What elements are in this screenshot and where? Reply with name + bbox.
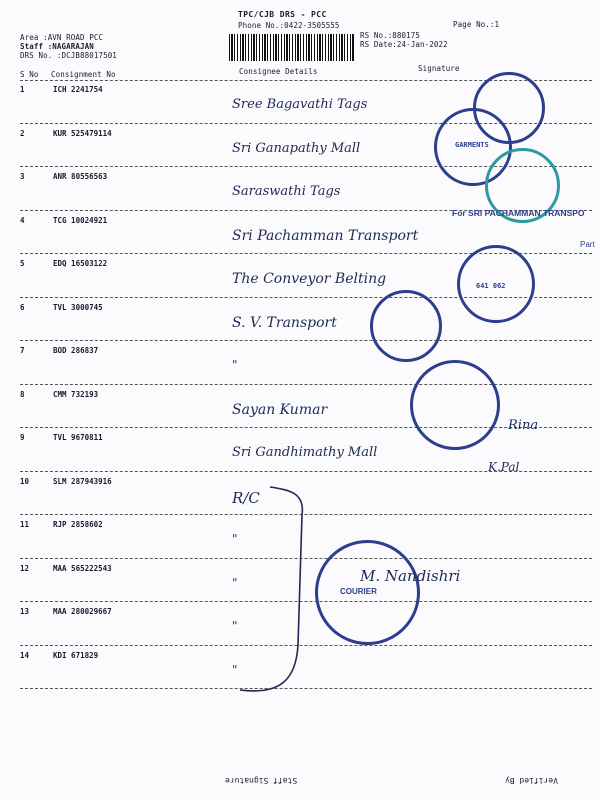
row-sno: 9 [20,433,25,442]
staff-label: Staff :NAGARAJAN [20,42,94,51]
row-consignment-no: MAA 565222543 [53,563,112,573]
row-consignee: " [232,662,238,677]
row-sno: 12 [20,563,30,573]
barcode [229,34,354,61]
stamp-pachamman-text: For SRI PACHAMMAN TRANSPO [452,208,585,218]
row-consignee: " [232,619,238,633]
col-signature: Signature [418,64,460,73]
row-consignee: R/C [232,488,260,507]
row-sno: 7 [20,346,25,355]
signature-row-12: M. Nandishri [360,567,461,585]
row-consignment-no: KUR 525479114 [53,128,112,138]
signature-row-8: Rina [508,418,539,433]
row-consignee: The Conveyor Belting [232,271,387,287]
row-consignee: " [232,532,238,546]
row-consignee: Sri Gandhimathy Mall [232,445,378,460]
col-sno: S No [20,70,39,79]
signature-row-9: K.Pal [488,460,520,474]
stamp-garments-1-text: GARMENTS [455,141,489,149]
stamp-conveyor [457,245,535,323]
row-sno: 4 [20,215,25,225]
stamp-garments-2 [410,360,500,450]
row-consignee: S. V. Transport [232,314,337,331]
row-consignee: Sayan Kumar [232,401,328,418]
row-consignee: Sree Bagavathi Tags [232,97,368,112]
ditto-bracket [210,485,320,700]
stamp-part-text: Part [580,240,595,249]
row-divider [20,384,592,385]
stamp-svt [370,290,442,362]
rs-date: RS Date:24-Jan-2022 [360,40,448,49]
row-sno: 2 [20,128,25,138]
row-consignment-no: ICH 2241754 [53,85,103,94]
stamp-hospital [315,540,420,645]
row-consignment-no: KDI 671829 [53,650,99,660]
rs-number: RS No.:880175 [360,31,420,40]
row-sno: 3 [20,172,25,181]
row-consignment-no: TVL 3000745 [53,302,103,312]
col-consignment: Consignment No [51,70,116,79]
row-consignment-no: CMM 732193 [53,389,99,399]
row-sno: 1 [20,85,25,94]
row-consignment-no: TVL 9670811 [53,433,103,442]
staff-signature-label: Staff Signature [225,776,298,785]
col-consignee: Consignee Details [239,67,318,76]
row-sno: 10 [20,476,30,486]
row-consignee: Saraswathi Tags [232,184,341,199]
row-consignee: " [232,575,238,590]
row-sno: 11 [20,520,30,529]
stamp-courier-text: COURIER [340,587,377,596]
area-label: Area :AVN ROAD PCC [20,33,104,42]
row-consignment-no: MAA 280029667 [53,607,112,616]
row-consignment-no: ANR 80556563 [53,172,108,181]
row-sno: 8 [20,389,25,399]
row-consignment-no: BOD 286837 [53,346,99,355]
row-divider [20,340,592,341]
row-consignee: Sri Pachamman Transport [232,227,419,244]
row-sno: 14 [20,650,30,660]
row-sno: 5 [20,259,25,268]
drs-number: DRS No. :DCJB88017501 [20,51,117,60]
row-consignee: " [232,358,238,372]
phone-number: Phone No.:0422-3505555 [238,21,340,30]
page-number: Page No.:1 [453,20,500,29]
row-sno: 13 [20,607,30,616]
document-title: TPC/CJB DRS - PCC [238,10,327,19]
verified-by-label: Verified By [505,776,558,785]
row-consignment-no: SLM 287943916 [53,476,112,486]
row-consignment-no: RJP 2858602 [53,520,103,529]
row-consignment-no: EDQ 16503122 [53,259,108,268]
row-consignment-no: TCG 10024921 [53,215,108,225]
stamp-conveyor-no: 641 062 [476,282,506,290]
row-sno: 6 [20,302,25,312]
row-consignee: Sri Ganapathy Mall [232,140,361,156]
row-divider [20,427,592,428]
